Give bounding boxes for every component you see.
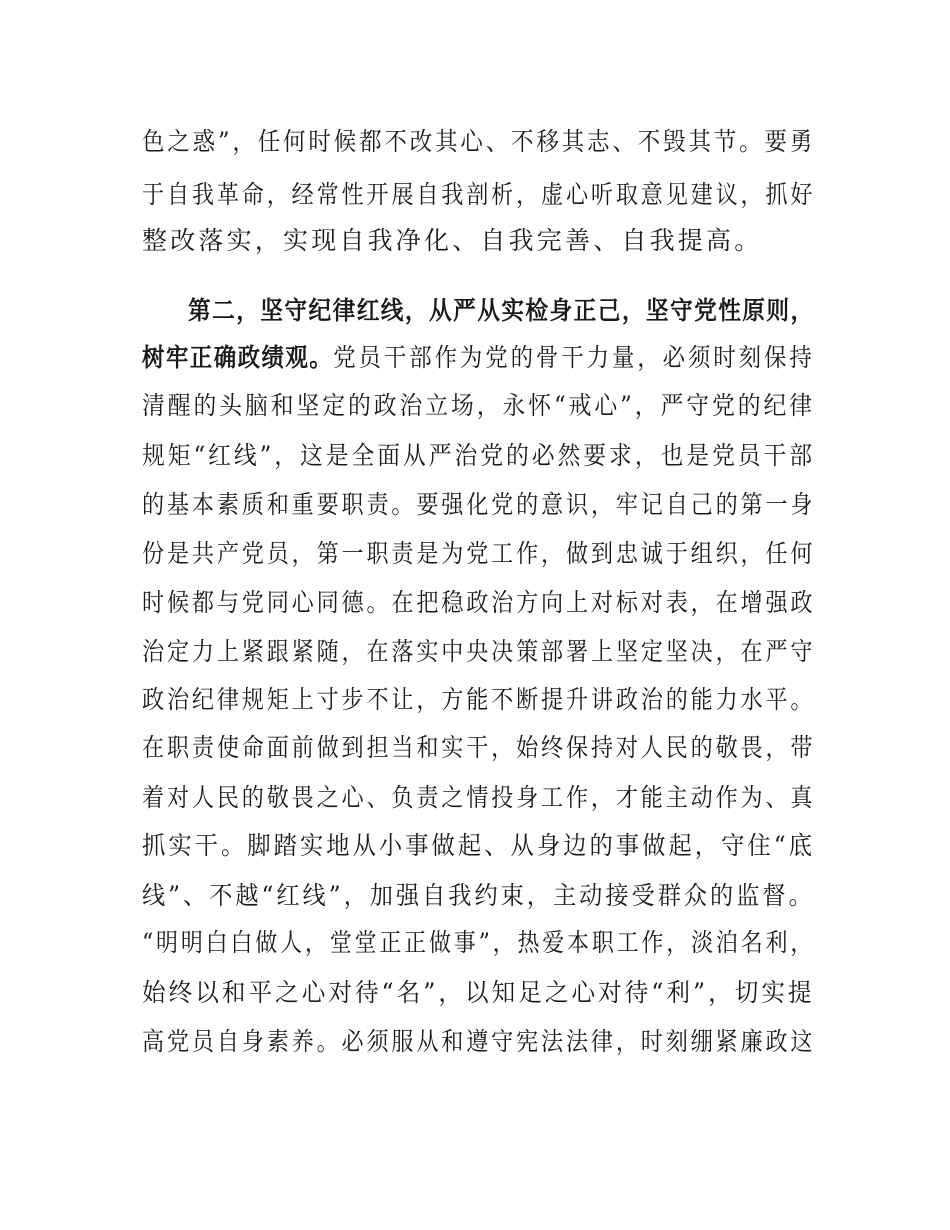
paragraph-2-line-7: 治定力上紧跟紧随，在落实中央决策部署上坚定坚决，在严守 [142, 637, 816, 666]
paragraph-2-line-2: 清醒的头脑和坚定的政治立场，永怀“戒心”，严守党的纪律 [142, 391, 815, 420]
paragraph-1-line-1: 色之惑”，任何时候都不改其心、不移其志、不毁其节。要勇 [142, 127, 816, 156]
paragraph-2-line-8: 政治纪律规矩上寸步不让，方能不断提升讲政治的能力水平。 [142, 685, 816, 714]
paragraph-2-line-10: 着对人民的敬畏之心、负责之情投身工作，才能主动作为、真 [142, 783, 816, 812]
paragraph-1-line-3: 整改落实，实现自我净化、自我完善、自我提高。 [142, 226, 763, 255]
paragraph-2-line-1 [142, 338, 815, 378]
paragraph-2-line-13: “明明白白做人，堂堂正正做事”，热爱本职工作，淡泊名利， [142, 928, 816, 957]
paragraph-2-line-14: 始终以和平之心对待“名”，以知足之心对待“利”，切实提 [142, 978, 815, 1007]
paragraph-2-heading-end: 树牢正确政绩观。 [142, 343, 334, 372]
paragraph-2-line-5: 份是共产党员，第一职责是为党工作，做到忠诚于组织，任何 [142, 539, 816, 568]
paragraph-2-line-9: 在职责使命面前做到担当和实干，始终保持对人民的敬畏，带 [142, 733, 816, 762]
paragraph-2-line-12: 线”、不越“红线”，加强自我约束，主动接受群众的监督。 [142, 881, 815, 910]
paragraph-2-line-4: 的基本素质和重要职责。要强化党的意识，牢记自己的第一身 [142, 490, 816, 519]
paragraph-1-line-2: 于自我革命，经常性开展自我剖析，虚心听取意见建议，抓好 [142, 180, 816, 209]
paragraph-2-line-15: 高党员自身素养。必须服从和遵守宪法法律，时刻绷紧廉政这 [142, 1027, 816, 1056]
paragraph-2-line-11: 抓实干。脚踏实地从小事做起、从身边的事做起，守住“底 [142, 831, 815, 860]
paragraph-2-line-6: 时候都与党同心同德。在把稳政治方向上对标对表，在增强政 [142, 588, 816, 617]
paragraph-2-heading: 第二，坚守纪律红线，从严从实检身正己，坚守党性原则， [188, 296, 815, 325]
paragraph-2-line-3: 规矩“红线”，这是全面从严治党的必然要求，也是党员干部 [142, 441, 815, 470]
paragraph-2-line-1-text: 党员干部作为党的骨干力量，必须时刻保持 [333, 343, 815, 372]
